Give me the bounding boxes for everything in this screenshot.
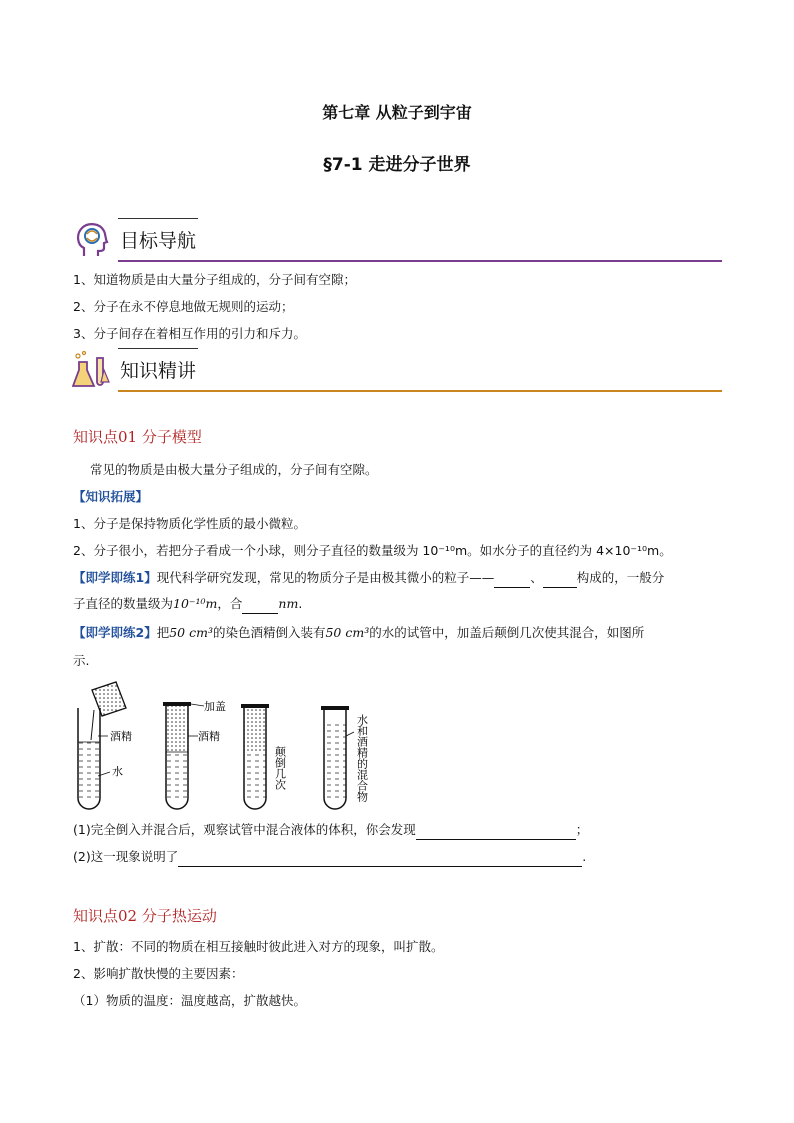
goal-item-2: 2、分子在永不停息地做无规则的运动； bbox=[73, 299, 294, 314]
goal-divider bbox=[118, 260, 722, 262]
header-top-rule bbox=[118, 218, 198, 219]
question-2-end: . bbox=[582, 849, 587, 864]
question-1 bbox=[73, 820, 588, 840]
exercise-1-text-b: 构成的，一般分 bbox=[576, 570, 665, 585]
exercise-2-volume-2: 50 cm³ bbox=[325, 625, 370, 640]
question-1-end: ； bbox=[575, 822, 589, 837]
label-cap: 加盖 bbox=[204, 700, 226, 713]
exercise-1-sep: 、 bbox=[530, 570, 543, 585]
question-1-text: (1)完全倒入并混合后，观察试管中混合液体的体积，你会发现 bbox=[73, 822, 416, 837]
kp1-intro: 常见的物质是由极大量分子组成的，分子间有空隙。 bbox=[90, 462, 378, 477]
kp2-title: 知识点02 分子热运动 bbox=[73, 907, 217, 925]
knowledge-section-header bbox=[72, 348, 722, 392]
label-flip: 颠倒几次 bbox=[273, 746, 287, 790]
exercise-2-tag: 【即学即练2】 bbox=[73, 625, 157, 640]
exercise-1-text-d: ，合 bbox=[217, 596, 243, 611]
knowledge-divider bbox=[118, 390, 722, 392]
exercise-1-text-a: 现代科学研究发现，常见的物质分子是由极其微小的粒子—— bbox=[156, 570, 495, 585]
exercise-1-line-2 bbox=[73, 594, 302, 614]
goal-section-header bbox=[72, 218, 722, 262]
answer-blank[interactable] bbox=[543, 573, 577, 588]
kp1-title: 知识点01 分子模型 bbox=[73, 428, 202, 446]
goal-item-1: 1、知道物质是由大量分子组成的，分子间有空隙； bbox=[73, 272, 356, 287]
flask-icon bbox=[72, 350, 112, 390]
answer-blank[interactable] bbox=[416, 825, 576, 840]
exercise-1-line-1 bbox=[73, 568, 664, 588]
expand-item-1: 1、分子是保持物质化学性质的最小微粒。 bbox=[73, 516, 306, 531]
question-2 bbox=[73, 847, 586, 867]
header-top-rule bbox=[118, 348, 198, 349]
answer-blank[interactable] bbox=[242, 599, 278, 614]
question-2-text: (2)这一现象说明了 bbox=[73, 849, 179, 864]
exercise-1-text-c: 子直径的数量级为 bbox=[73, 596, 174, 611]
tube-3 bbox=[241, 704, 269, 809]
exercise-2-volume-1: 50 cm³ bbox=[169, 625, 213, 640]
label-alcohol-2: 酒精 bbox=[198, 730, 220, 743]
tube-4 bbox=[321, 706, 354, 809]
exercise-2-line-2: 示. bbox=[73, 653, 90, 668]
exercise-1-tag: 【即学即练1】 bbox=[73, 570, 157, 585]
goal-heading: 目标导航 bbox=[120, 230, 197, 252]
tube-1 bbox=[78, 682, 126, 809]
exercise-1-unit: nm bbox=[278, 596, 299, 611]
exercise-2-line-1 bbox=[73, 623, 644, 643]
brain-head-icon bbox=[72, 220, 112, 260]
exercise-2-text-b: 的染色酒精倒入装有 bbox=[212, 625, 326, 640]
knowledge-expand-tag: 【知识拓展】 bbox=[73, 489, 149, 504]
kp2-item-1: 1、扩散：不同的物质在相互接触时彼此进入对方的现象，叫扩散。 bbox=[73, 939, 444, 954]
label-alcohol-1: 酒精 bbox=[110, 730, 132, 743]
exercise-1-exponent: 10⁻¹⁰m bbox=[173, 596, 218, 611]
exercise-2-text-c: 的水的试管中，加盖后颠倒几次使其混合，如图所 bbox=[369, 625, 645, 640]
exercise-1-end: . bbox=[298, 596, 303, 611]
label-water: 水 bbox=[112, 765, 123, 778]
exercise-2-text-a: 把 bbox=[156, 625, 170, 640]
kp2-item-3: （1）物质的温度：温度越高，扩散越快。 bbox=[73, 993, 306, 1008]
chapter-title: 第七章 从粒子到宇宙 bbox=[322, 103, 472, 122]
answer-blank[interactable] bbox=[494, 573, 530, 588]
tube-2 bbox=[163, 702, 204, 809]
knowledge-heading: 知识精讲 bbox=[120, 360, 197, 382]
test-tube-figure bbox=[70, 680, 390, 812]
section-title: §7-1 走进分子世界 bbox=[323, 155, 471, 175]
answer-blank[interactable] bbox=[178, 852, 582, 867]
expand-item-2: 2、分子很小，若把分子看成一个小球，则分子直径的数量级为 10⁻¹⁰m。如水分子的直径约为 4×10⁻¹⁰m。 bbox=[73, 543, 672, 558]
kp2-item-2: 2、影响扩散快慢的主要因素： bbox=[73, 966, 244, 981]
goal-item-3: 3、分子间存在着相互作用的引力和斥力。 bbox=[73, 326, 306, 341]
label-mixture: 水和酒精的混合物 bbox=[355, 714, 369, 802]
